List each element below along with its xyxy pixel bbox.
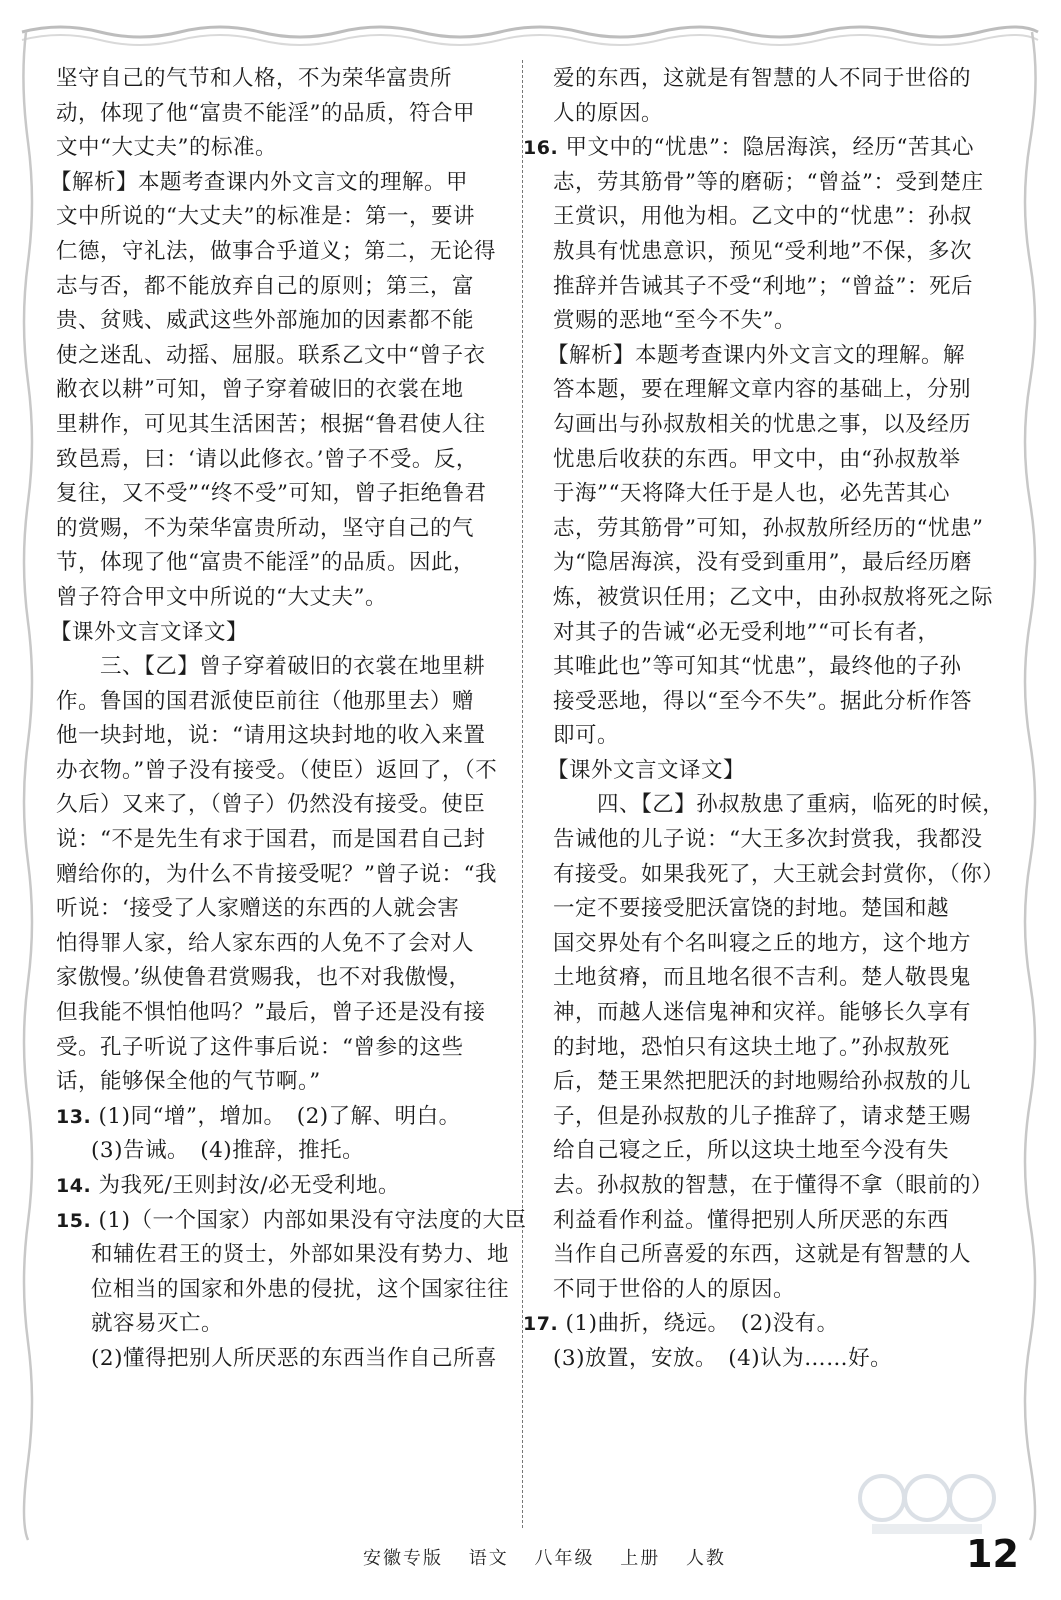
right-text-line: 后，楚王果然把肥沃的封地赐给孙叔敖的儿: [553, 1069, 972, 1095]
right-text-line: 志，劳其筋骨”等的磨砺；“曾益”：受到楚庄: [553, 169, 984, 195]
left-text-line: 听说：‘接受了人家赠送的东西的人就会害: [56, 896, 460, 922]
answer-13-text-1: (1)同“增”，增加。 (2)了解、明白。: [98, 1103, 461, 1129]
left-text-line: 动，体现了他“富贵不能淫”的品质，符合甲: [56, 100, 475, 126]
right-column: [523, 62, 1005, 1377]
right-paragraph-block: [547, 166, 1005, 1308]
answer-16-text-1: 甲文中的“忧患”：隐居海滨，经历“苦其心: [565, 135, 974, 161]
answer-17-number: 17.: [523, 1313, 559, 1336]
right-text-line: 神，而越人迷信鬼神和灾祥。能够长久享有: [553, 1000, 972, 1026]
left-text-line: 的赏赐，不为荣华富贵所动，坚守自己的气: [56, 515, 475, 541]
right-text-line: 【课外文言文译文】: [547, 757, 746, 783]
answer-17-line-1: [523, 1307, 971, 1342]
answer-14-text: 为我死/王则封汝/必无受利地。: [98, 1173, 401, 1198]
footer-volume: 上册: [620, 1548, 661, 1569]
page-number: 12: [966, 1532, 1019, 1576]
left-text-line: 贵、贫贱、威武这些外部施加的因素都不能: [56, 308, 475, 334]
left-text-line: 但我能不惧怕他吗？”最后，曾子还是没有接: [56, 1000, 486, 1026]
answer-16-line-1: [523, 131, 974, 166]
right-text-line: 利益看作利益。懂得把别人所厌恶的东西: [553, 1207, 950, 1233]
right-text-line: 敖具有忧患意识，预见“受利地”不保，多次: [553, 238, 972, 264]
left-paragraph-block: [50, 62, 498, 1100]
left-text-line: 敝衣以耕”可知，曾子穿着破旧的衣裳在地: [56, 377, 464, 403]
page-footer: [0, 1532, 1061, 1586]
right-text-line: 于海”“天将降大任于是人也，必先苦其心: [553, 481, 950, 507]
left-text-line: 家傲慢。’纵使鲁君赏赐我，也不对我傲慢，: [56, 965, 471, 991]
left-text-line: 【课外文言文译文】: [50, 619, 249, 645]
right-text-line: 志，劳其筋骨”可知，孙叔敖所经历的“忧患”: [553, 515, 984, 541]
right-text-line: 的封地，恐怕只有这块土地了。”孙叔敖死: [553, 1034, 950, 1060]
right-text-line: 国交界处有个名叫寝之丘的地方，这个地方: [553, 930, 972, 956]
footer-publisher: 人教: [685, 1548, 726, 1569]
answer-13-line-2: (3)告诫。 (4)推辞，推托。: [91, 1138, 365, 1164]
answer-15-number: 15.: [56, 1209, 92, 1232]
answer-14-line: [56, 1169, 474, 1204]
right-text-line: 忧患后收获的东西。甲文中，由“孙叔敖举: [553, 446, 961, 472]
left-text-line: 久后）又来了，（曾子）仍然没有接受。使臣: [56, 792, 486, 818]
left-text-line: 说：“不是先生有求于国君，而是国君自己封: [56, 827, 486, 853]
left-text-line: 文中所说的“大丈夫”的标准是：第一，要讲: [56, 204, 475, 230]
right-text-line: 王赏识，用他为相。乙文中的“忧患”：孙叔: [553, 204, 972, 230]
left-text-line: 受。孔子听说了这件事后说：“曾参的这些: [56, 1034, 464, 1060]
answer-13-line-1: [56, 1100, 474, 1135]
footer-subject: 语文: [468, 1548, 509, 1569]
right-text-line: 对其子的告诫“必无受利地”“可长有者，: [553, 619, 940, 645]
right-top-line-1: 爱的东西，这就是有智慧的人不同于世俗的: [553, 66, 972, 91]
answer-15-line-4: 就容易灭亡。: [91, 1311, 224, 1337]
answer-15-line-3: 位相当的国家和外患的侵扰，这个国家往往: [91, 1276, 510, 1302]
answer-15-line-2: 和辅佐君王的贤士，外部如果没有势力、地: [91, 1242, 510, 1268]
left-text-line: 办衣物。”曾子没有接受。（使臣）返回了，（不: [56, 757, 498, 783]
left-text-line: 里耕作，可见其生活困苦；根据“鲁君使人往: [56, 411, 486, 437]
left-text-line: 仁德，守礼法，做事合乎道义；第二，无论得: [56, 238, 497, 264]
right-text-line: 土地贫瘠，而且地名很不吉利。楚人敬畏鬼: [553, 965, 972, 991]
right-text-line: 勾画出与孙叔敖相关的忧患之事，以及经历: [553, 411, 972, 437]
right-text-line: 推辞并告诫其子不受“利地”；“曾益”：死后: [553, 273, 973, 299]
left-text-line: 赠给你的，为什么不肯接受呢？”曾子说：“我: [56, 861, 497, 887]
right-text-line: 其唯此也”等可知其“忧患”，最终他的子孙: [553, 654, 962, 680]
left-text-line: 文中“大丈夫”的标准。: [56, 135, 277, 161]
right-text-line: 给自己寝之丘，所以这块土地至今没有失: [553, 1138, 950, 1164]
left-text-line: 三、【乙】曾子穿着破旧的衣裳在地里耕: [56, 654, 486, 680]
left-text-line: 复往，又不受”“终不受”可知，曾子拒绝鲁君: [56, 481, 487, 507]
answer-14-number: 14.: [56, 1175, 92, 1197]
right-text-line: 有接受。如果我死了，大王就会封赏你，（你）: [553, 861, 1005, 887]
left-text-line: 作。鲁国的国君派使臣前往（他那里去）赠: [56, 688, 475, 714]
left-text-line: 节，体现了他“富贵不能淫”的品质。因此，: [56, 550, 475, 576]
footer-edition: 安徽专版: [363, 1548, 443, 1569]
right-text-line: 炼，被赏识任用；乙文中，由孙叔敖将死之际: [553, 584, 994, 610]
left-text-line: 坚守自己的气节和人格，不为荣华富贵所: [56, 66, 453, 91]
answer-15-text-1: (1)（一个国家）内部如果没有守法度的大臣: [98, 1207, 527, 1233]
right-text-line: 为“隐居海滨，没有受到重用”，最后经历磨: [553, 550, 972, 576]
footer-grade: 八年级: [534, 1548, 595, 1569]
right-text-line: 【解析】本题考查课内外文言文的理解。解: [547, 342, 966, 368]
right-top-line-2: 人的原因。: [553, 100, 664, 126]
answer-17-text-1: (1)曲折，绕远。 (2)没有。: [565, 1311, 839, 1337]
footer-info: [363, 1544, 744, 1570]
right-text-line: 接受恶地，得以“至今不失”。据此分析作答: [553, 688, 972, 714]
answer-13-number: 13.: [56, 1105, 92, 1128]
right-text-line: 一定不要接受肥沃富饶的封地。楚国和越: [553, 896, 950, 922]
left-text-line: 怕得罪人家，给人家东西的人免不了会对人: [56, 930, 475, 956]
right-text-line: 四、【乙】孙叔敖患了重病，临死的时候，: [553, 792, 1005, 818]
right-text-line: 子，但是孙叔敖的儿子推辞了，请求楚王赐: [553, 1103, 972, 1129]
right-text-line: 不同于世俗的人的原因。: [553, 1276, 796, 1302]
left-text-line: 志与否，都不能放弃自己的原则；第三，富: [56, 273, 475, 299]
watermark-logo: [852, 1468, 1002, 1538]
right-text-line: 告诫他的儿子说：“大王多次封赏我，我都没: [553, 827, 983, 853]
left-text-line: 【解析】本题考查课内外文言文的理解。甲: [50, 169, 469, 195]
left-column: [50, 62, 527, 1377]
answer-15-line-1: [56, 1204, 527, 1239]
answer-17-line-2: (3)放置，安放。 (4)认为……好。: [553, 1345, 893, 1371]
right-text-line: 答本题，要在理解文章内容的基础上，分别: [553, 377, 972, 403]
answer-16-number: 16.: [523, 137, 559, 160]
left-text-line: 话，能够保全他的气节啊。”: [56, 1069, 321, 1095]
right-text-line: 赏赐的恶地“至今不失”。: [553, 308, 796, 334]
right-text-line: 去。孙叔敖的智慧，在于懂得不拿（眼前的）: [553, 1173, 994, 1198]
left-text-line: 致邑焉，曰：‘请以此修衣。’曾子不受。反，: [56, 446, 478, 472]
left-text-line: 曾子符合甲文中所说的“大丈夫”。: [56, 584, 387, 610]
answer-15-line-5: (2)懂得把别人所厌恶的东西当作自己所喜: [91, 1345, 497, 1371]
left-text-line: 使之迷乱、动摇、屈服。联系乙文中“曾子衣: [56, 342, 486, 368]
right-text-line: 即可。: [553, 723, 620, 749]
left-text-line: 他一块封地，说：“请用这块封地的收入来置: [56, 723, 486, 749]
right-text-line: 当作自己所喜爱的东西，这就是有智慧的人: [553, 1242, 972, 1268]
